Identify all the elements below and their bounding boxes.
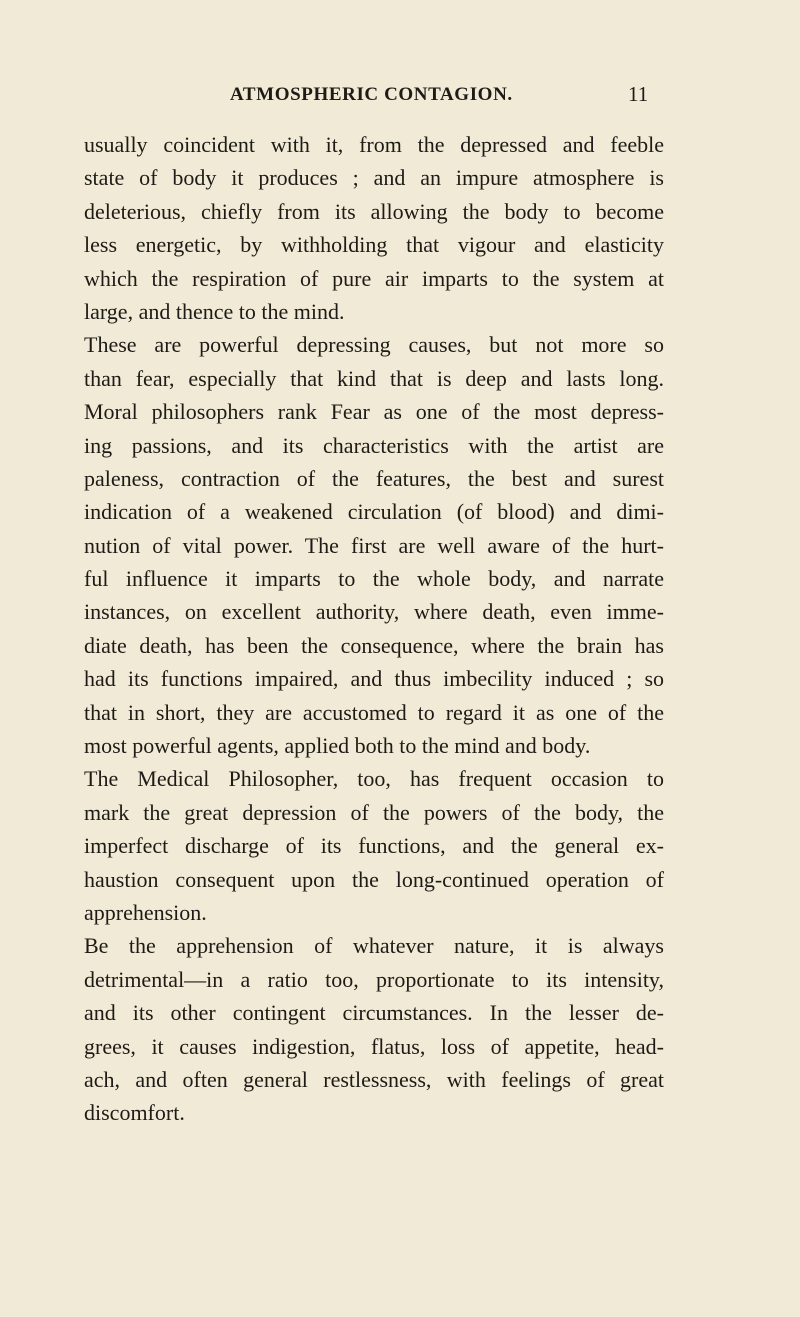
text-line: discomfort. <box>84 1100 185 1126</box>
text-line: The Medical Philosopher, too, has frequent occasion to <box>84 766 664 792</box>
text-line: usually coincident with it, from the depressed and feeble <box>84 132 664 157</box>
text-line: ful influence it imparts to the whole body, and narrate <box>84 566 664 592</box>
text-line: than fear, especially that kind that is deep and lasts long. <box>84 365 664 391</box>
text-line: which the respiration of pure air imparts to the system at <box>84 265 664 291</box>
text-line: diate death, has been the consequence, where the brain has <box>84 632 664 658</box>
text-line: less energetic, by withholding that vigour and elasticity <box>84 232 664 258</box>
text-line: and its other contingent circumstances. In the lesser de- <box>84 1000 664 1026</box>
text-line: that in short, they are accustomed to regard it as one of the <box>84 699 664 725</box>
text-line: Be the apprehension of whatever nature, it is always <box>84 933 664 959</box>
text-line: ach, and often general restlessness, with feelings of great <box>84 1066 664 1092</box>
text-line: state of body it produces ; and an impure atmosphere is <box>84 165 664 191</box>
text-line: had its functions impaired, and thus imbecility induced ; so <box>84 666 664 692</box>
text-line: nution of vital power. The first are well aware of the hurt- <box>84 532 664 558</box>
text-line: indication of a weakened circulation (of blood) and dimi- <box>84 499 664 525</box>
body-text <box>84 128 664 1130</box>
text-line: grees, it causes indigestion, flatus, loss of appetite, head- <box>84 1033 664 1059</box>
text-line: large, and thence to the mind. <box>84 298 345 324</box>
page-number: 11 <box>628 82 649 106</box>
text-line: imperfect discharge of its functions, and the general ex- <box>84 833 664 859</box>
text-line: These are powerful depressing causes, but not more so <box>84 332 664 358</box>
text-line: ing passions, and its characteristics with the artist are <box>84 432 664 458</box>
text-line: haustion consequent upon the long-continued operation of <box>84 866 664 892</box>
text-line: Moral philosophers rank Fear as one of the most depress- <box>84 399 664 425</box>
text-line: detrimental—in a ratio too, proportionate to its intensity, <box>84 966 664 992</box>
text-line: instances, on excellent authority, where death, even imme- <box>84 599 664 625</box>
text-line: paleness, contraction of the features, the best and surest <box>84 465 664 491</box>
text-line: apprehension. <box>84 899 207 925</box>
text-line: most powerful agents, applied both to the mind and body. <box>84 733 591 759</box>
text-line: mark the great depression of the powers of the body, the <box>84 799 664 825</box>
running-head: ATMOSPHERIC CONTAGION. <box>230 84 513 105</box>
text-line: deleterious, chiefly from its allowing the body to become <box>84 198 664 224</box>
